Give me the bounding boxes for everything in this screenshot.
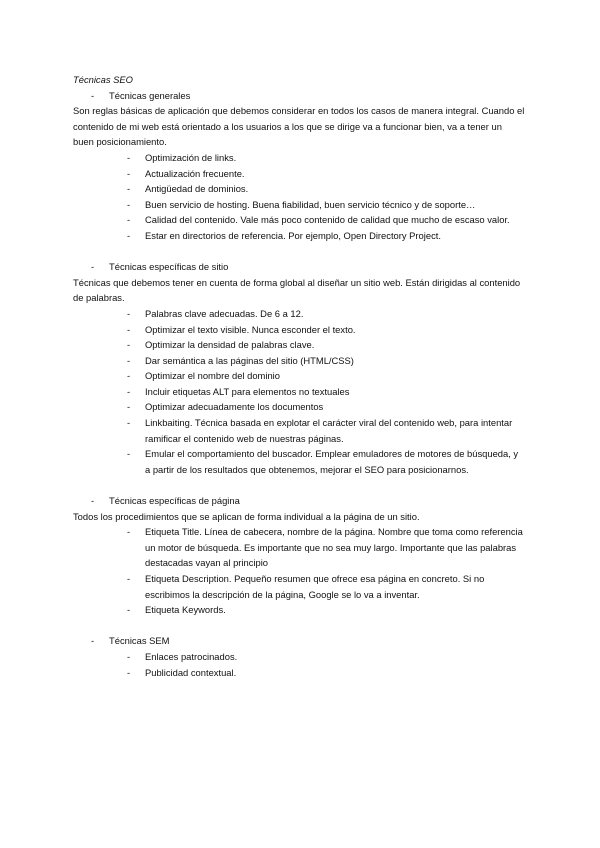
list-item-text: Optimización de links.	[145, 151, 237, 163]
bullet-dash: -	[127, 448, 131, 460]
list-item	[73, 415, 525, 446]
bullet-dash: -	[127, 354, 131, 366]
section-list	[73, 649, 525, 680]
list-item-text: Dar semántica a las páginas del sitio (HTML/CSS)	[145, 354, 354, 366]
bullet-dash: -	[127, 401, 131, 413]
list-item-text: Linkbaiting. Técnica basada en explotar el carácter viral del contenido web, para intentar ramificar el contenido web de nuestras páginas.	[145, 417, 513, 444]
section-paragraph: Técnicas que debemos tener en cuenta de forma global al diseñar un sitio web. Están dirigidas al contenido de palabras.	[73, 276, 521, 304]
bullet-dash: -	[127, 339, 131, 351]
bullet-dash: -	[127, 214, 131, 226]
list-item	[73, 399, 525, 415]
bullet-dash: -	[127, 666, 131, 678]
bullet-dash: -	[127, 417, 131, 429]
bullet-dash: -	[127, 198, 131, 210]
section-paragraph: Son reglas básicas de aplicación que debemos considerar en todos los casos de manera integral. Cuando el contenido de mi web está orientado a los usuarios a los que se dirige va a funcionar bien, va a tener un buen posicionamiento.	[73, 105, 525, 148]
section-heading	[73, 259, 525, 275]
bullet-dash: -	[127, 229, 131, 241]
bullet-dash: -	[91, 495, 95, 507]
section-sem	[73, 633, 525, 680]
list-item	[73, 150, 525, 166]
list-item-text: Antigüedad de dominios.	[145, 183, 249, 195]
list-item	[73, 602, 525, 618]
list-item	[73, 306, 525, 322]
bullet-dash: -	[127, 385, 131, 397]
list-item	[73, 649, 525, 665]
bullet-dash: -	[127, 370, 131, 382]
list-item-text: Enlaces patrocinados.	[145, 650, 238, 662]
list-item-text: Actualización frecuente.	[145, 167, 245, 179]
list-item-text: Emular el comportamiento del buscador. Emplear emuladores de motores de búsqueda, y a partir de los resultados que obtenemos, mejorar el SEO para posicionarnos.	[145, 448, 519, 475]
list-item	[73, 337, 525, 353]
section-list	[73, 524, 525, 618]
section-list	[73, 306, 525, 478]
list-item	[73, 212, 525, 228]
bullet-dash: -	[91, 89, 95, 101]
section-heading-text: Técnicas específicas de sitio	[109, 261, 229, 273]
list-item	[73, 228, 525, 244]
section-heading-text: Técnicas SEM	[109, 635, 170, 647]
bullet-dash: -	[127, 167, 131, 179]
bullet-dash: -	[127, 573, 131, 584]
list-item-text: Estar en directorios de referencia. Por ejemplo, Open Directory Project.	[145, 229, 441, 241]
section-heading-text: Técnicas específicas de página	[109, 495, 240, 507]
section-heading	[73, 88, 525, 104]
bullet-dash: -	[127, 526, 131, 538]
list-item	[73, 322, 525, 338]
bullet-dash: -	[127, 183, 131, 195]
bullet-dash: -	[127, 650, 131, 662]
section-list	[73, 150, 525, 244]
section-site-specific	[73, 259, 525, 477]
section-heading	[73, 633, 525, 649]
list-item	[73, 571, 525, 602]
list-item-text: Optimizar adecuadamente los documentos	[145, 401, 324, 413]
bullet-dash: -	[127, 307, 131, 319]
list-item-text: Incluir etiquetas ALT para elementos no textuales	[145, 385, 350, 397]
document-title: Técnicas SEO	[73, 74, 133, 85]
section-paragraph: Todos los procedimientos que se aplican de forma individual a la página de un sitio.	[73, 510, 420, 522]
bullet-dash: -	[127, 604, 131, 616]
bullet-dash: -	[127, 323, 131, 335]
list-item-text: Calidad del contenido. Vale más poco contenido de calidad que mucho de escaso valor.	[145, 214, 510, 226]
list-item	[73, 197, 525, 213]
list-item-text: Buen servicio de hosting. Buena fiabilidad, buen servicio técnico y de soporte…	[145, 198, 476, 210]
list-item-text: Etiqueta Title. Línea de cabecera, nombre de la página. Nombre que toma como referencia un motor de búsqueda. Es importante que no sea muy largo. Importante que las palabras destacadas vayan al principio	[145, 526, 523, 569]
list-item	[73, 166, 525, 182]
document-content	[73, 72, 525, 680]
bullet-dash: -	[91, 635, 95, 647]
section-page-specific	[73, 493, 525, 618]
list-item-text: Etiqueta Keywords.	[145, 604, 226, 616]
list-item-text: Optimizar el texto visible. Nunca esconder el texto.	[145, 323, 356, 335]
bullet-dash: -	[91, 261, 95, 273]
list-item-text: Etiqueta Description. Pequeño resumen que ofrece esa página en concreto. Si no escribimos la descripción de la página, Google se lo va a inventar.	[145, 573, 485, 600]
list-item	[73, 524, 525, 571]
list-item	[73, 446, 525, 477]
list-item	[73, 368, 525, 384]
bullet-dash: -	[127, 151, 131, 163]
list-item	[73, 181, 525, 197]
list-item-text: Optimizar la densidad de palabras clave.	[145, 339, 315, 351]
list-item-text: Palabras clave adecuadas. De 6 a 12.	[145, 307, 304, 319]
section-heading	[73, 493, 525, 509]
list-item	[73, 384, 525, 400]
list-item-text: Optimizar el nombre del dominio	[145, 370, 280, 382]
section-heading-text: Técnicas generales	[109, 89, 191, 101]
list-item-text: Publicidad contextual.	[145, 666, 237, 678]
list-item	[73, 353, 525, 369]
section-general	[73, 88, 525, 244]
list-item	[73, 665, 525, 681]
